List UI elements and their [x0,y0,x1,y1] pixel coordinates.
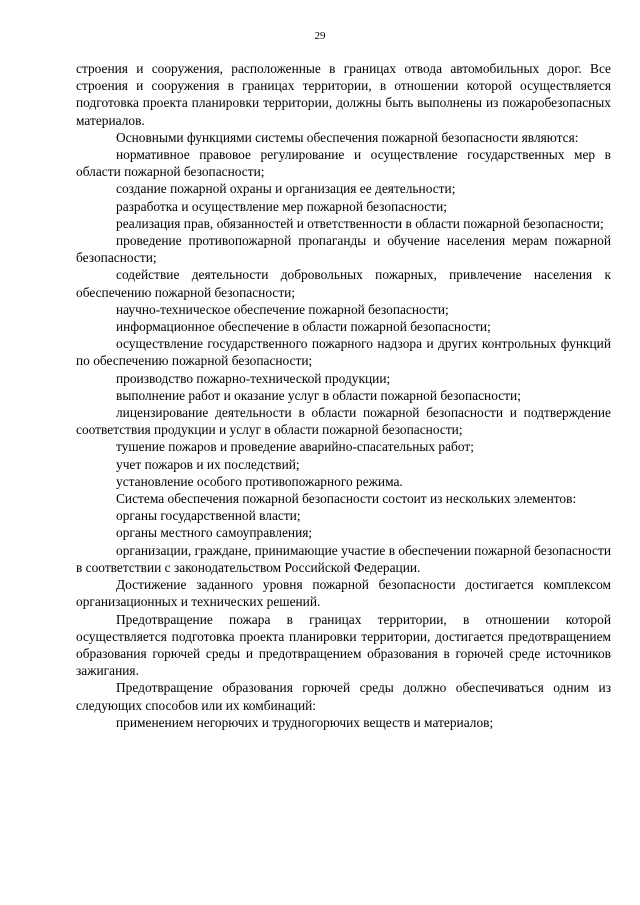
paragraph: Основными функциями системы обеспечения пожарной безопасности являются: [116,129,579,145]
paragraph: строения и сооружения, расположенные в границах отвода автомобильных дорог. Все строения и сооружения в границах территории, в отношении которой осуществляется подготовка проекта планировки территории, должны быть выполнены из пожаробезопасных материалов. [76,61,611,128]
paragraph: научно-техническое обеспечение пожарной безопасности; [116,301,449,317]
paragraph: Предотвращение пожара в границах территории, в отношении которой осуществляется подготовка проекта планировки территории, достигается предотвращением образования горючей среды и предотвращением образования в горючей среде источников зажигания. [76,611,611,679]
paragraph: создание пожарной охраны и организация ее деятельности; [116,181,456,197]
paragraph: учет пожаров и их последствий; [116,456,300,472]
document-body [76,60,611,731]
paragraph: содействие деятельности добровольных пожарных, привлечение населения к обеспечению пожарной безопасности; [76,267,611,300]
paragraph: разработка и осуществление мер пожарной безопасности; [116,198,447,214]
paragraph: проведение противопожарной пропаганды и обучение населения мерам пожарной безопасности; [76,233,611,266]
paragraph: производство пожарно-технической продукции; [116,370,391,386]
paragraph: реализация прав, обязанностей и ответственности в области пожарной безопасности; [116,215,604,231]
paragraph: организации, граждане, принимающие участие в обеспечении пожарной безопасности в соответствии с законодательством Российской Федерации. [76,542,611,575]
paragraph: органы государственной власти; [116,508,301,524]
paragraph: нормативное правовое регулирование и осуществление государственных мер в области пожарной безопасности; [76,147,611,180]
page-number: 29 [314,30,326,42]
paragraph: Достижение заданного уровня пожарной безопасности достигается комплексом организационных и технических решений. [76,577,611,610]
paragraph: лицензирование деятельности в области пожарной безопасности и подтверждение соответствия продукции и услуг в области пожарной безопасности; [76,405,611,438]
paragraph: тушение пожаров и проведение аварийно-спасательных работ; [116,439,474,455]
paragraph: установление особого противопожарного режима. [116,473,403,489]
paragraph: органы местного самоуправления; [116,525,313,541]
paragraph: информационное обеспечение в области пожарной безопасности; [116,319,491,335]
paragraph: выполнение работ и оказание услуг в области пожарной безопасности; [116,387,521,403]
paragraph: Система обеспечения пожарной безопасности состоит из нескольких элементов: [116,491,577,507]
paragraph: Предотвращение образования горючей среды должно обеспечиваться одним из следующих способов или их комбинаций: [76,680,611,713]
paragraph: осуществление государственного пожарного надзора и других контрольных функций по обеспечению пожарной безопасности; [76,336,611,369]
paragraph: применением негорючих и трудногорючих веществ и материалов; [116,714,494,730]
